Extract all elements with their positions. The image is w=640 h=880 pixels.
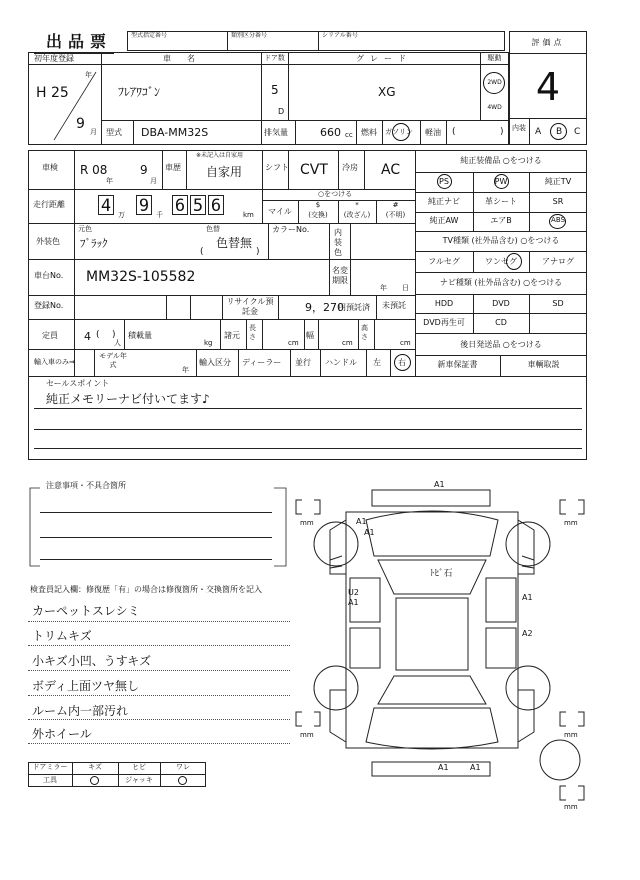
mm-spare: mm [564, 803, 578, 811]
navi-hdd: HDD [434, 299, 454, 308]
person-unit: 人 [114, 339, 121, 347]
recycle-unit: 円預託済 [338, 303, 370, 312]
note-item-5: ルーム内一部汚れ [32, 704, 129, 718]
handle-right: 右 [398, 358, 406, 367]
shift-label: シフト [265, 163, 289, 172]
mark-front-b: A1 [364, 528, 375, 537]
equip-ps: PS [439, 177, 449, 186]
interior-color-label: 内装色 [334, 228, 342, 257]
serial-number-label: シリアル番号 [322, 32, 358, 39]
equip-aw: 純正AW [429, 216, 459, 225]
recycle-amount: 9，270 [305, 301, 344, 314]
mark-right-front: A1 [522, 593, 533, 602]
fuel-label: 燃料 [361, 128, 377, 137]
navi-cd: CD [495, 318, 507, 327]
notes-header: 注意事項・不具合箇所 [46, 481, 126, 490]
legend-scratch: キズ [88, 763, 102, 771]
drive-2wd: 2WD [487, 79, 502, 86]
length-cm-unit: cm [288, 339, 299, 347]
mileage-km-unit: km [243, 211, 254, 219]
docs-warranty: 新車保証書 [437, 360, 478, 369]
mm-front-left: mm [300, 519, 314, 527]
sales-point-text: 純正メモリーナビ付いてます♪ [46, 392, 210, 406]
doors-label: ドア数 [264, 54, 285, 62]
history-label: 車歴 [165, 163, 181, 172]
mm-rear-right: mm [564, 731, 578, 739]
equip-pw: PW [494, 177, 508, 186]
aircon-value: AC [381, 162, 401, 178]
interior-label: 内装 [512, 124, 526, 132]
legend-tools: 工具 [43, 776, 57, 784]
score-value: 4 [535, 65, 561, 109]
orig-color-value: ﾌﾞﾗｯｸ [80, 237, 108, 250]
navi-dvd: DVD [492, 299, 510, 308]
name-change-year-unit: 年 [380, 284, 387, 292]
drive-4wd: 4WD [487, 104, 502, 111]
mileage-mark-unknown: (不明) [385, 211, 406, 219]
drive-label: 駆動 [487, 54, 502, 62]
shaken-label: 車検 [42, 163, 58, 172]
fuel-diesel: 軽油 [425, 128, 441, 137]
capacity-label: 定員 [42, 331, 58, 340]
mileage-mark-tamper-symbol: * [355, 201, 359, 209]
mileage-mark-unknown-symbol: # [392, 201, 399, 209]
car-name: ﾌﾚｱﾜｺﾞﾝ [118, 85, 161, 99]
import-parallel: 並行 [295, 358, 311, 367]
navi-sd: SD [552, 299, 564, 308]
length-label: 長さ [249, 324, 256, 341]
chassis-number: MM32S-105582 [86, 269, 196, 285]
displacement-value: 660 [320, 126, 341, 139]
legend-break: ワレ [176, 763, 190, 771]
name-change-label: 名変期限 [332, 266, 348, 285]
mark-rear-b: A1 [470, 763, 481, 772]
note-item-2: トリムキズ [32, 629, 92, 643]
mileage-digit-1: 4 [98, 195, 114, 215]
mark-windshield: ﾄﾋﾞ石 [430, 569, 453, 579]
handle-left: 左 [373, 358, 381, 367]
mileage-sen-unit: 千 [156, 211, 163, 219]
mark-front-a: A1 [356, 517, 367, 526]
mileage-mark-exchange-symbol: $ [315, 201, 321, 209]
legend-crack: ヒビ [132, 763, 146, 771]
width-label: 幅 [306, 331, 314, 340]
import-label: 輸入車のみ⇒ [34, 358, 75, 366]
interior-grade-a: A [535, 127, 542, 137]
height-label: 高さ [361, 324, 368, 341]
shift-value: CVT [300, 162, 328, 178]
mileage-digit-3: 6 [172, 195, 188, 215]
history-note: ※未記入は自家用 [196, 152, 244, 159]
color-no-label: カラーNo. [272, 225, 310, 234]
recycle-status: 未預託 [382, 301, 406, 310]
grade-value: XG [378, 85, 396, 99]
note-item-4: ボディ上面ツヤ無し [32, 679, 140, 693]
recycle-label: リサイクル預託金 [226, 297, 274, 316]
mark-right-rear: A2 [522, 629, 533, 638]
mileage-mark-exchange: (交換) [308, 211, 328, 219]
factory-equipment-header: 純正装備品 ○をつける [460, 156, 542, 165]
equip-tv: 純正TV [544, 177, 572, 186]
navi-type-header: ナビ種類 (社外品含む) ○をつける [439, 278, 563, 287]
mileage-mark-tamper: (改ざん) [343, 211, 371, 219]
note-item-3: 小キズ小凹、うすキズ [32, 654, 152, 668]
docs-header: 後日発送品 ○をつける [460, 340, 542, 349]
type-designation-label: 型式指定番号 [131, 32, 168, 39]
first-reg-label: 初年度登録 [34, 54, 74, 63]
interior-grade-c: C [574, 127, 581, 137]
mm-rear-left: mm [300, 731, 314, 739]
mileage-mark-mile: マイル [268, 207, 292, 216]
capacity-value: 4 [84, 330, 91, 343]
equip-navi: 純正ナビ [428, 197, 460, 206]
mark-left-door: U2 A1 [348, 588, 359, 607]
tv-fullseg: フルセグ [428, 257, 460, 266]
mileage-label: 走行距離 [33, 200, 65, 209]
mileage-digit-4: 5 [190, 195, 206, 215]
form-title: 出品票 [46, 32, 113, 51]
history-value: 自家用 [206, 165, 243, 179]
orig-color-label: 元色 [78, 225, 92, 233]
class-number-label: 類別区分番号 [231, 32, 268, 39]
import-dealer: ディーラー [242, 358, 282, 367]
doors-value: 5 [271, 83, 279, 97]
mileage-digit-2: 9 [136, 195, 152, 215]
shaken-month-unit: 月 [150, 177, 157, 185]
mm-front-right: mm [564, 519, 578, 527]
model-value: DBA-MM32S [141, 126, 209, 139]
shaken-year-unit: 年 [106, 177, 113, 185]
displacement-unit: cc [345, 131, 353, 139]
reg-label: 登録No. [34, 301, 64, 310]
mark-front-bumper: A1 [434, 480, 445, 489]
interior-grade-b: B [556, 127, 563, 137]
color-change-value: 色替無 [216, 236, 253, 250]
equip-airbag: エアB [490, 216, 512, 225]
door-type: D [278, 107, 285, 116]
first-reg-month-unit: 月 [90, 128, 97, 136]
note-item-1: カーペットスレシミ [32, 604, 140, 618]
color-label: 外装色 [36, 237, 60, 246]
load-label: 積載量 [128, 331, 152, 340]
model-year-unit: 年 [182, 366, 189, 374]
height-cm-unit: cm [400, 339, 411, 347]
mark-rear-a: A1 [438, 763, 449, 772]
first-reg-era: H 25 [36, 85, 69, 101]
mileage-mark-note: ○をつける [318, 190, 353, 198]
tv-type-header: TV種類 (社外品含む) ○をつける [442, 236, 560, 245]
grade-label: グレード [356, 54, 412, 63]
docs-manual: 車輌取説 [527, 360, 560, 369]
chassis-label: 車台No. [34, 271, 64, 280]
equip-sr: SR [552, 197, 564, 206]
width-cm-unit: cm [342, 339, 353, 347]
shaken-era: R 08 [80, 163, 108, 177]
legend-mirror: ドアミラー [32, 763, 68, 771]
score-label: 評価点 [531, 38, 565, 47]
equip-abs: ABS [551, 216, 565, 224]
sales-point-label: セールスポイント [46, 379, 110, 388]
name-change-day-unit: 日 [402, 284, 409, 292]
tv-oneseg: ワンセグ [485, 257, 517, 266]
inspector-note: 検査員記入欄：修復歴「有」の場合は修復箇所・交換箇所を記入 [30, 585, 262, 594]
displacement-label: 排気量 [264, 128, 288, 137]
import-type-label: 輸入区分 [199, 358, 231, 367]
aircon-label: 冷房 [342, 163, 358, 172]
model-year-label: モデル年式 [99, 352, 127, 369]
color-change-label: 色替 [206, 225, 220, 233]
equip-leather: 革シート [485, 197, 517, 206]
note-item-6: 外ホイール [32, 727, 92, 741]
model-label: 型式 [106, 128, 122, 137]
handle-label: ハンドル [325, 358, 357, 367]
car-name-label: 車 名 [163, 54, 199, 63]
load-kg-unit: kg [204, 339, 213, 347]
first-reg-month: 9 [76, 116, 85, 132]
shaken-month: 9 [140, 163, 148, 177]
mileage-man-unit: 万 [118, 211, 125, 219]
first-reg-year-unit: 年 [85, 71, 92, 79]
tv-analog: アナログ [542, 257, 574, 266]
mileage-digit-5: 6 [208, 195, 224, 215]
navi-dvd-play: DVD再生可 [423, 318, 465, 327]
fuel-gasoline: ガソリン [385, 128, 413, 136]
legend-jack: ジャッキ [125, 776, 153, 784]
dims-label: 諸元 [224, 331, 240, 340]
